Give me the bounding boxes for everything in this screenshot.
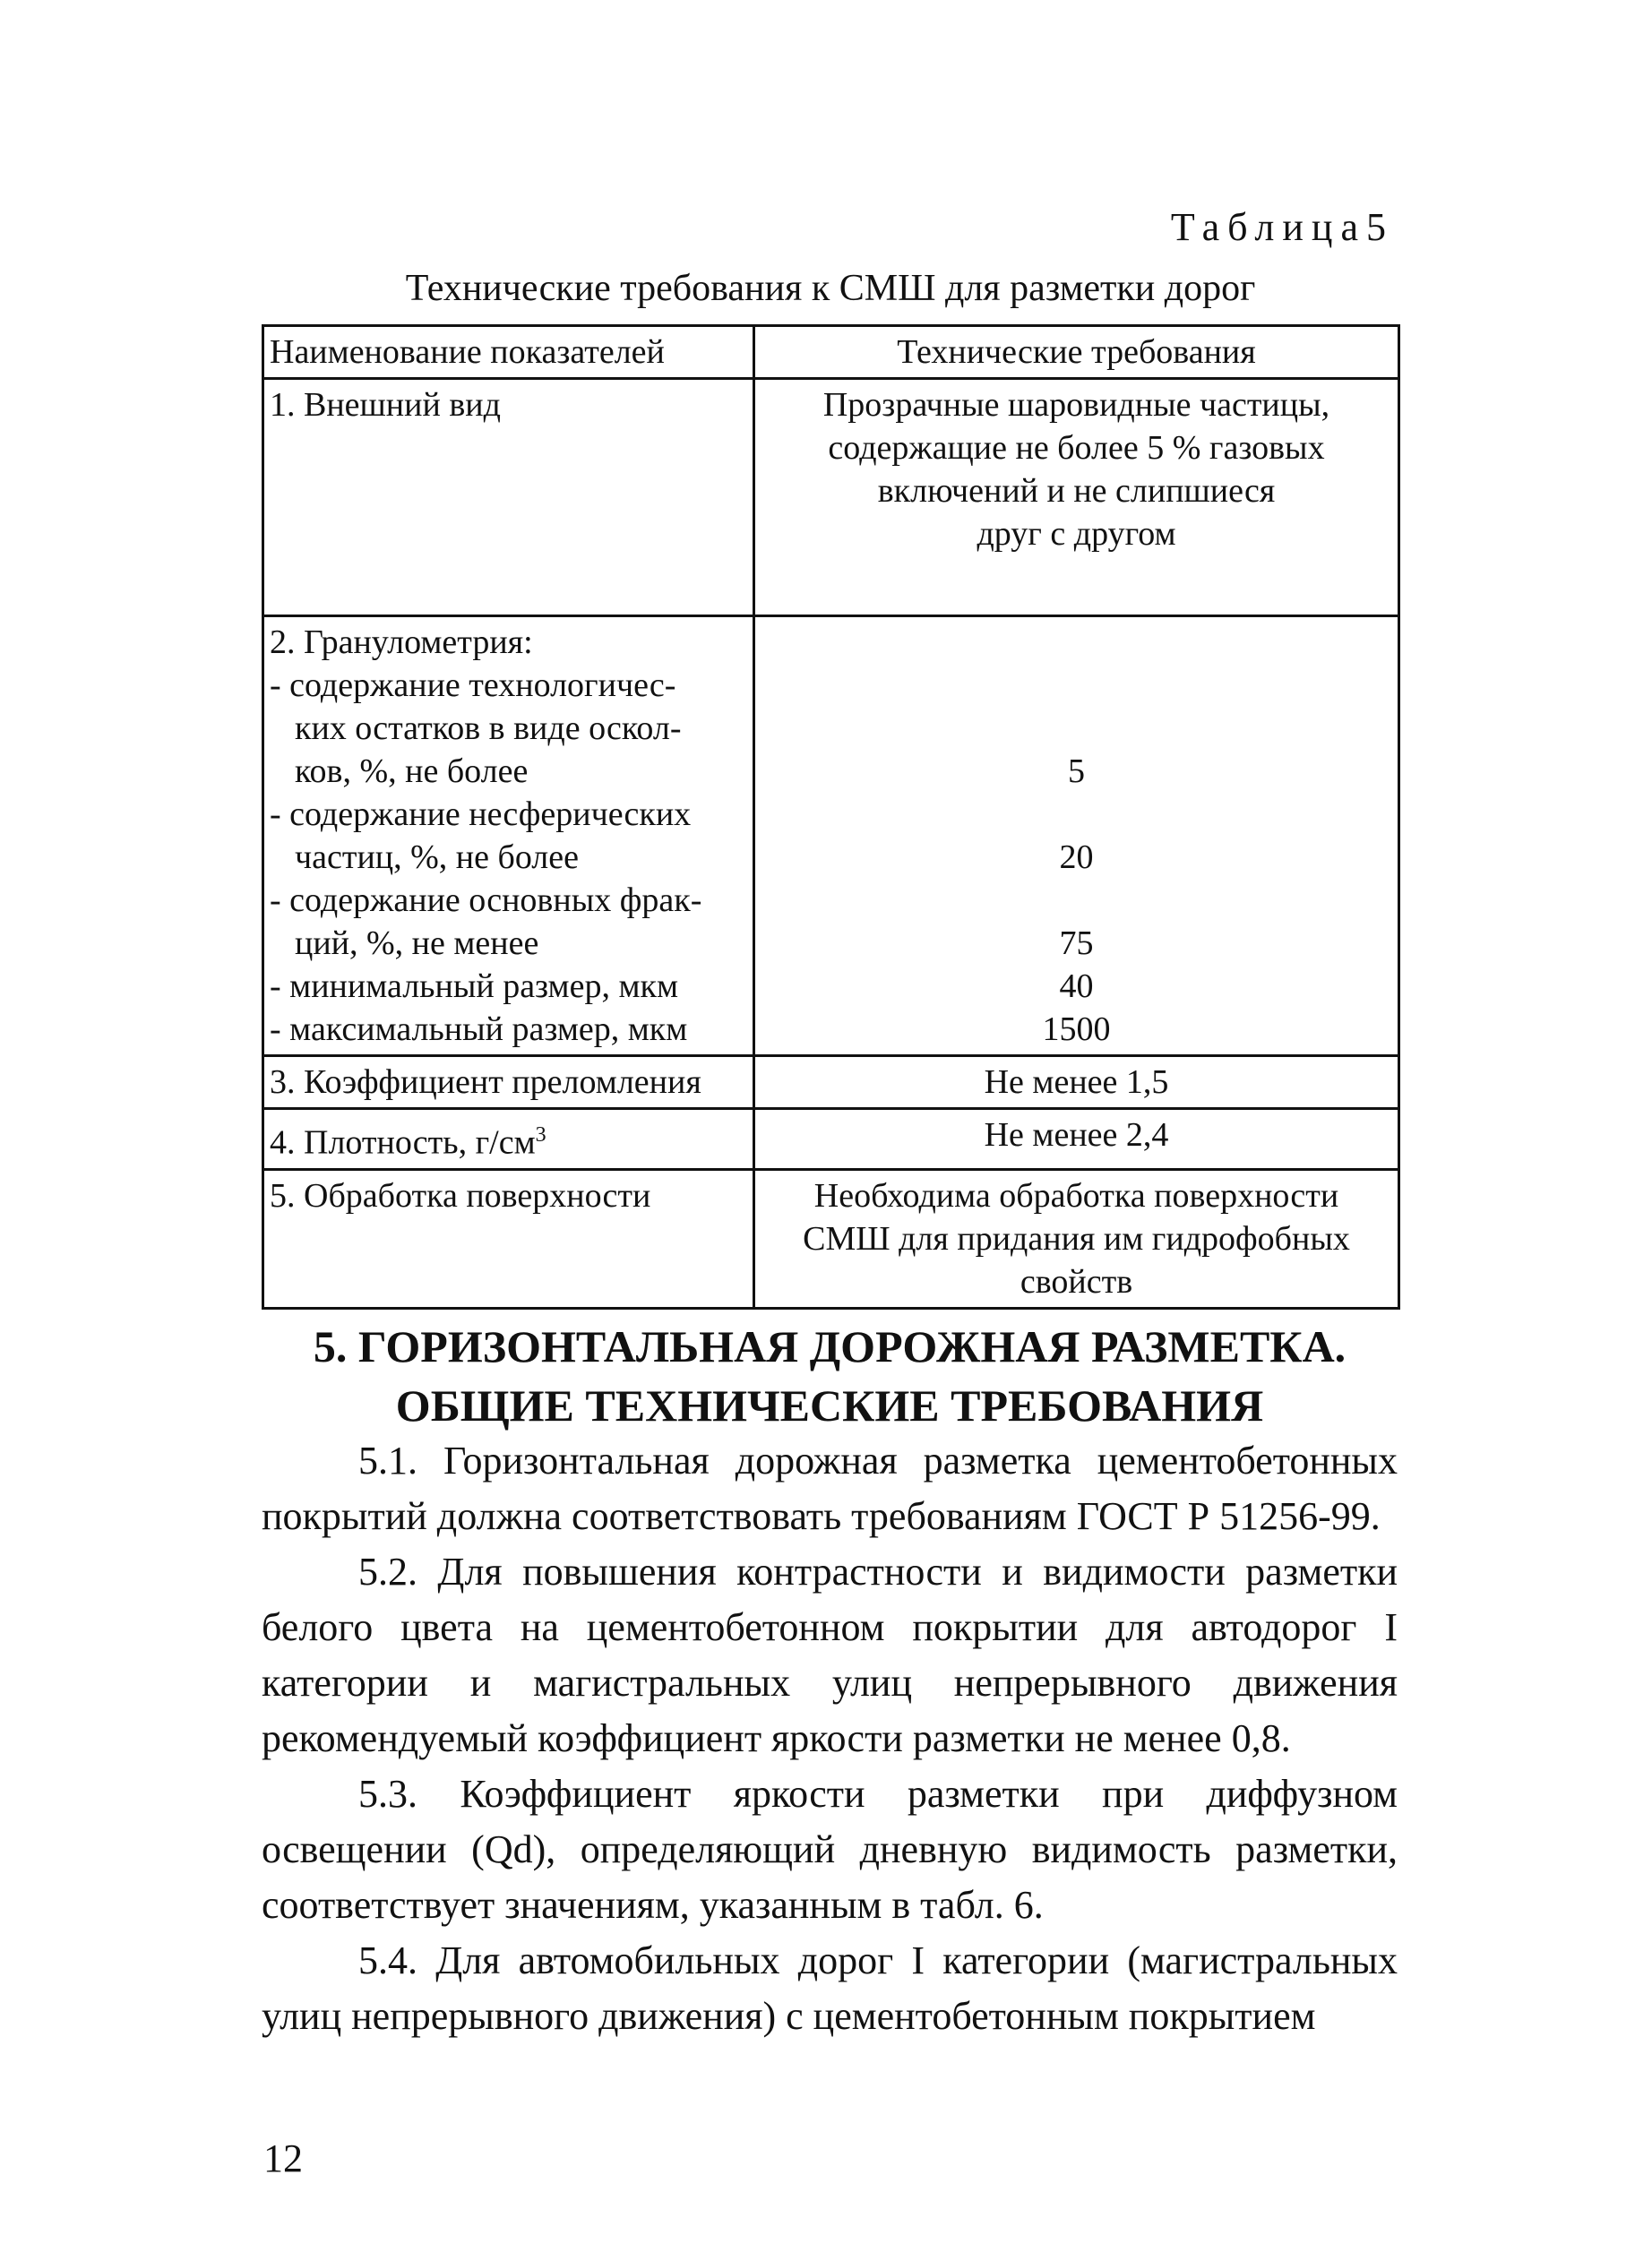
row-5-req-line: Необходима обработка поверхности [813, 1176, 1339, 1215]
value-technological-residues: 5 [1068, 752, 1085, 790]
row-5-req-line: свойств [1020, 1262, 1133, 1301]
row-1-requirement [754, 379, 1399, 616]
value-max-size: 1500 [1042, 1010, 1111, 1048]
paragraph-5-1: 5.1. Горизонтальная дорожная разметка цементобетонных покрытий должна соответствовать требованиям ГОСТ Р 51256-99. [262, 1439, 1398, 1538]
row-2-line: - максимальный размер, мкм [270, 1010, 688, 1048]
row-2-line: - содержание несферических [270, 795, 692, 833]
value-nonspherical-particles: 20 [1059, 838, 1094, 876]
paragraph-5-3: 5.3. Коэффициент яркости разметки при диффузном освещении (Qd), определяющий дневную видимость разметки, соответствует значениям, указанным в табл. 6. [262, 1772, 1398, 1927]
page-number: 12 [263, 2136, 303, 2180]
row-4-name-text: 4. Плотность, г/см [270, 1123, 536, 1162]
row-2-line: - минимальный размер, мкм [270, 967, 678, 1005]
row-3-name: 3. Коэффициент преломления [263, 1056, 754, 1109]
row-1-name: 1. Внешний вид [263, 379, 754, 616]
paragraph-5-4: 5.4. Для автомобильных дорог I категории (магистральных улиц непрерывного движения) с цементобетонным покрытием [262, 1938, 1398, 2038]
table-row [263, 379, 1399, 616]
requirements-table [262, 324, 1400, 1310]
section-heading [262, 1317, 1398, 1435]
table-caption: Технические требования к СМШ для разметки дорог [405, 268, 1256, 309]
row-4-name [263, 1109, 754, 1170]
table-header-row [263, 326, 1399, 379]
row-1-req-line: друг с другом [977, 515, 1176, 553]
row-2-line: - содержание основных фрак- [270, 881, 702, 919]
row-2-line: - содержание технологичес- [270, 666, 676, 704]
row-4-superscript: 3 [535, 1123, 546, 1147]
row-2-name [263, 616, 754, 1056]
section-heading-line: ОБЩИЕ ТЕХНИЧЕСКИЕ ТРЕБОВАНИЯ [395, 1380, 1264, 1431]
row-1-req-line: содержащие не более 5 % газовых [828, 429, 1325, 467]
row-2-line: ций, %, не менее [295, 924, 539, 962]
row-5-name: 5. Обработка поверхности [263, 1169, 754, 1308]
value-min-size: 40 [1059, 967, 1094, 1005]
row-4-requirement: Не менее 2,4 [754, 1109, 1399, 1170]
section-heading-line: 5. ГОРИЗОНТАЛЬНАЯ ДОРОЖНАЯ РАЗМЕТКА. [313, 1321, 1347, 1371]
row-3-requirement: Не менее 1,5 [754, 1056, 1399, 1109]
value-main-fractions: 75 [1059, 924, 1094, 962]
row-2-values [754, 616, 1399, 1056]
row-2-line: ких остатков в виде оскол- [295, 709, 682, 747]
table-row [263, 1056, 1399, 1109]
table-row [263, 1109, 1399, 1170]
row-2-title: 2. Гранулометрия: [270, 623, 533, 661]
table-label: Таблица5 [1170, 205, 1394, 249]
table-row [263, 1169, 1399, 1308]
row-5-requirement [754, 1169, 1399, 1308]
table-row [263, 616, 1399, 1056]
column-header-requirement: Технические требования [754, 326, 1399, 379]
row-5-req-line: СМШ для придания им гидрофобных [803, 1219, 1350, 1258]
paragraph-5-2: 5.2. Для повышения контрастности и видимости разметки белого цвета на цементобетонном покрытии для автодорог I категории и магистральных улиц непрерывного движения рекомендуемый коэффициент яркости разметки не менее 0,8. [262, 1550, 1398, 1760]
row-2-line: ков, %, не более [295, 752, 529, 790]
column-header-indicator: Наименование показателей [263, 326, 754, 379]
row-1-req-line: Прозрачные шаровидные частицы, [822, 386, 1330, 424]
row-1-req-line: включений и не слипшиеся [877, 472, 1276, 510]
row-2-line: частиц, %, не более [295, 838, 580, 876]
